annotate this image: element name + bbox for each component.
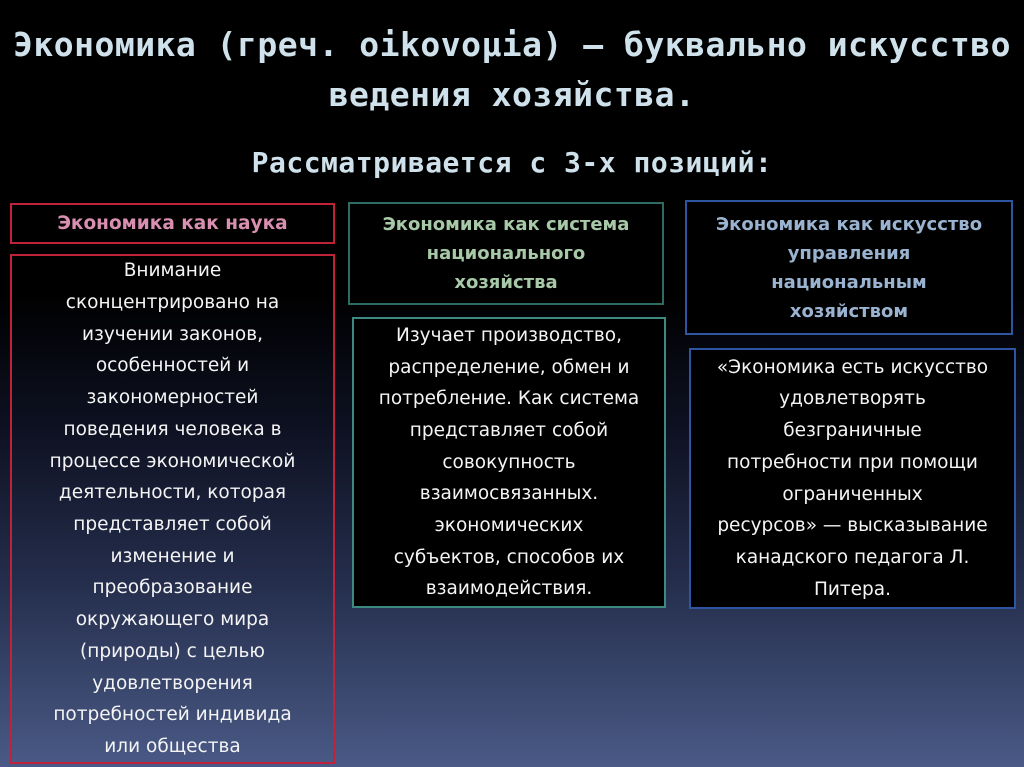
heading-economics-as-art <box>685 200 1013 335</box>
heading-economics-as-science <box>10 203 335 244</box>
text-box-system <box>352 317 666 608</box>
text-box-art <box>689 348 1016 609</box>
text-box-science <box>10 254 335 764</box>
slide-subtitle: Рассматривается с 3-х позиций: <box>251 146 773 179</box>
science-description: Внимание сконцентрировано на изучении законов, особенностей и закономерностей поведения человека в процессе экономической деятельности, которая представляет собой изменение и преобразование окружающего мира (природы) с целью удовлетворения потребностей индивида или общества <box>49 260 296 757</box>
heading-economics-as-national-system <box>348 202 664 305</box>
art-description: «Экономика есть искусство удовлетворять безграничные потребности при помощи ограниченных ресурсов» — высказывание канадского педагога Л. Питера. <box>716 356 989 600</box>
system-description: Изучает производство, распределение, обмен и потребление. Как система представляет собой совокупность взаимосвязанных. экономических субъектов, способов их взаимодействия. <box>378 324 640 600</box>
heading-art-label: Экономика как искусство управления национальным хозяйством <box>715 213 983 322</box>
slide-title: Экономика (греч. oikovoμia) – буквально искусство ведения хозяйства. <box>12 25 1012 114</box>
heading-system-label: Экономика как система национального хозяйства <box>382 214 630 293</box>
heading-science-label: Экономика как наука <box>57 213 288 234</box>
